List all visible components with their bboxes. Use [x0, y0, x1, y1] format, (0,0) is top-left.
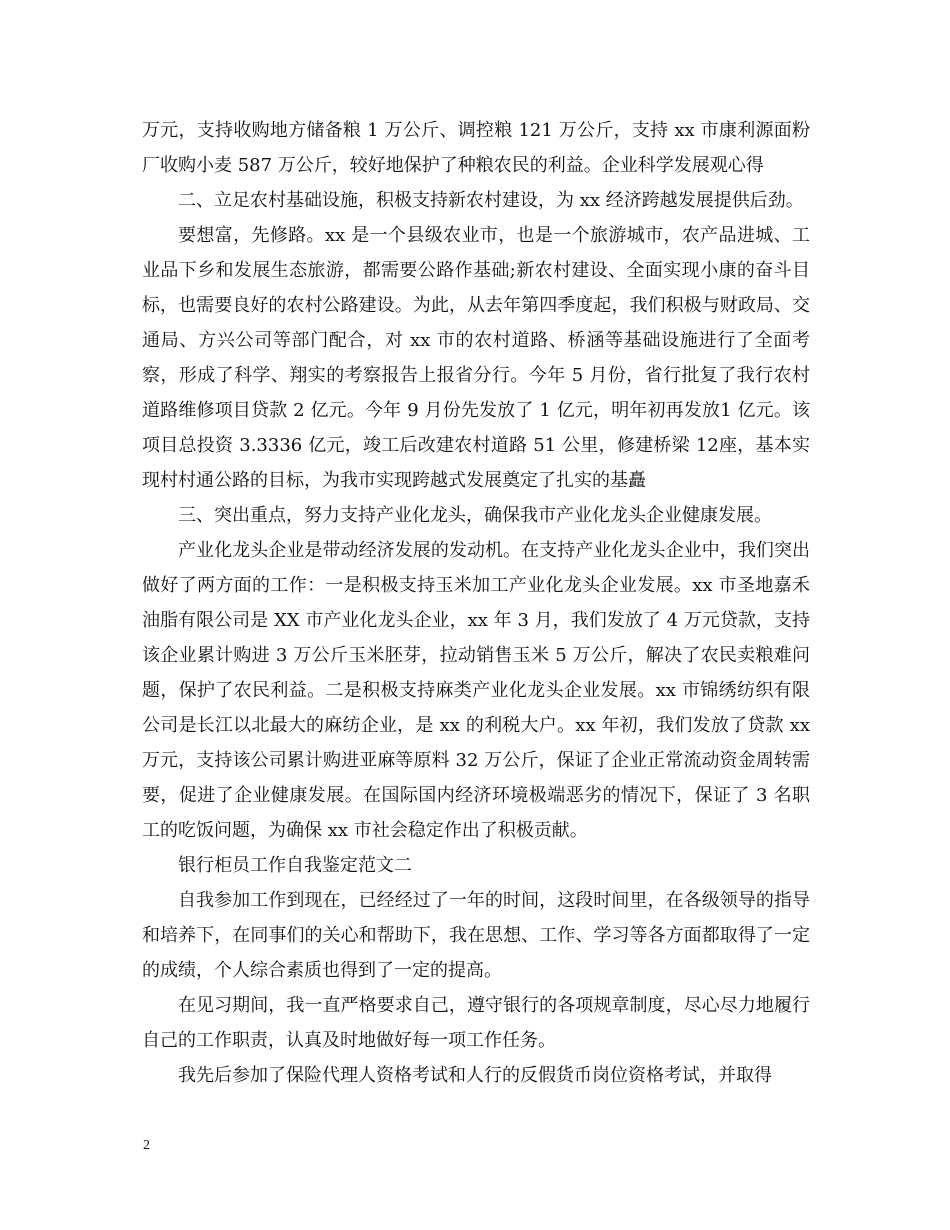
paragraph	[142, 988, 810, 1058]
text-line: 1 亿元。该项目总投资 3.3336 亿元，竣工后改建农村道路 51 公里，修建桥梁 12	[142, 400, 810, 456]
text-line: 地嘉禾油脂有限公司是 XX 市产业化龙头企业，xx 年 3 月，我们发放了 4 万元贷款，	[142, 575, 810, 631]
text-line: 金周转需要，促进了企业健康发展。在国际国内经济环境极端恶劣的情况下，保	[142, 750, 810, 806]
text-line: 证了 3 名职工的吃饭问题，为确保 xx 市社会稳定作出了积极贡献。	[142, 785, 810, 841]
text-line: 贷款 xx 万元，支持该公司累计购进亚麻等原料 32 万公斤，保证了企业正常流动资	[142, 715, 810, 771]
text-line: 二、立足农村基础设施，积极支持新农村建设，为 xx 经济跨越发展提供后劲。	[178, 190, 804, 211]
text-line: 万元，支持收购地方储备粮 1 万公斤、调控粮 121 万公斤，支持 xx 市康利源面粉	[142, 120, 810, 141]
text-line: 我先后参加了保险代理人资格考试和人行的反假货币岗位资格考试，并取得	[178, 1065, 772, 1086]
paragraph	[142, 218, 810, 498]
text-line: 支持该企业累计购进 3 万公斤玉米胚芽，拉动销售玉米 5 万公斤，解决了农民卖粮	[142, 610, 810, 666]
text-line: 得了一定的成绩，个人综合素质也得到了一定的提高。	[142, 925, 811, 981]
text-line: 了我行农村道路维修项目贷款 2 亿元。今年 9 月份先发放了 1 亿元，明年初再发放	[142, 365, 810, 421]
paragraph	[142, 883, 810, 988]
paragraph	[142, 113, 810, 183]
text-line: 难问题，保护了农民利益。二是积极支持麻类产业化龙头企业发展。xx 市锦绣纺	[142, 645, 810, 701]
paragraph	[142, 1058, 810, 1093]
text-line: 自我参加工作到现在，已经经过了一年的时间，这段时间里，在各级领导的	[178, 890, 774, 911]
text-line: 银行柜员工作自我鉴定范文二	[178, 855, 412, 876]
page-number: 2	[143, 1138, 150, 1153]
text-line: 指导和培养下，在同事们的关心和帮助下，我在思想、工作、学习等各方面都取	[142, 890, 811, 946]
text-line: 工业品下乡和发展生态旅游，都需要公路作基础;新农村建设、全面实现小康的奋	[142, 225, 810, 281]
text-line: 斗目标，也需要良好的农村公路建设。为此，从去年第四季度起，我们积极与财	[142, 260, 811, 316]
text-line: 履行自己的工作职责，认真及时地做好每一项工作任务。	[142, 995, 811, 1051]
paragraph	[142, 183, 810, 218]
text-line: 了全面考察，形成了科学、翔实的考察报告上报省分行。今年 5 月份，省行批复	[142, 330, 811, 386]
text-line: 突出做好了两方面的工作：一是积极支持玉米加工产业化龙头企业发展。xx 市圣	[142, 540, 811, 596]
text-line: 厂收购小麦 587 万公斤，较好地保护了种粮农民的利益。企业科学发展观心得	[142, 155, 764, 176]
text-line: 产业化龙头企业是带动经济发展的发动机。在支持产业化龙头企业中，我们	[178, 540, 774, 561]
paragraph	[142, 498, 810, 533]
text-line: 座，基本实现村村通公路的目标，为我市实现跨越式发展奠定了扎实的基矗	[142, 435, 810, 491]
text-line: 要想富，先修路。xx 是一个县级农业市，也是一个旅游城市，农产品进城、	[178, 225, 792, 246]
text-line: 三、突出重点，努力支持产业化龙头，确保我市产业化龙头企业健康发展。	[178, 505, 772, 526]
paragraph	[142, 848, 810, 883]
text-line: 织有限公司是长江以北最大的麻纺企业，是 xx 的利税大户。xx 年初，我们发放了	[142, 680, 810, 736]
paragraph	[142, 533, 810, 848]
document-body	[142, 113, 810, 1093]
text-line: 政局、交通局、方兴公司等部门配合，对 xx 市的农村道路、桥涵等基础设施进行	[142, 295, 811, 351]
text-line: 在见习期间，我一直严格要求自己，遵守银行的各项规章制度，尽心尽力地	[178, 995, 774, 1016]
